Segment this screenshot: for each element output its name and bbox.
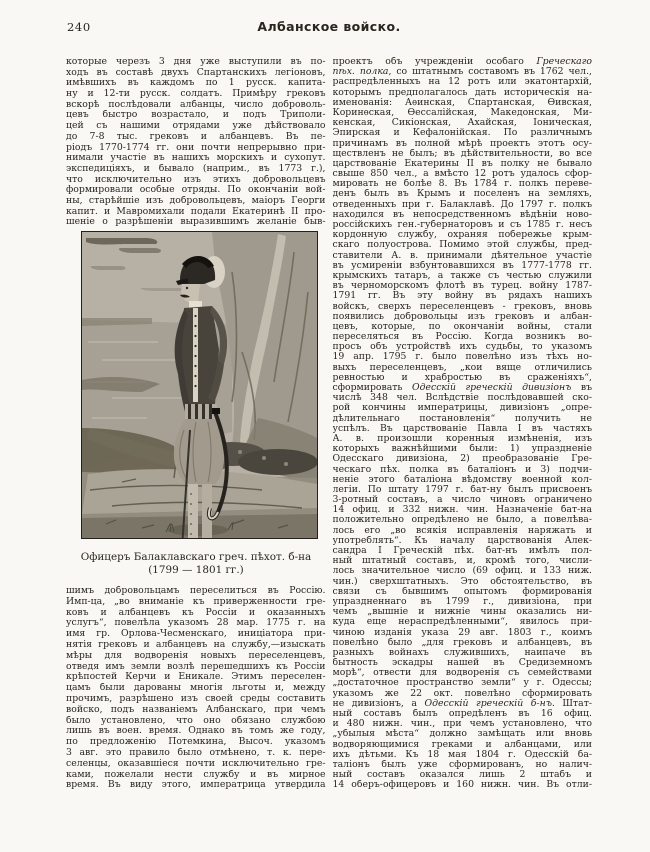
figure-caption-line1: Офицеръ Балаклавскаго греч. пѣхот. б-на [80, 551, 312, 563]
text-line: неніе этого баталіона вѣдомству военной кол- [332, 474, 592, 485]
text-line: переселяться въ Россію. Когда возникъ во- [332, 332, 592, 343]
text-column-right [333, 57, 593, 791]
text-line: цевъ быстро возрастало, и подъ Триполи- [66, 110, 326, 121]
text-line: ставители А. в. принимали дѣятельное участіе [332, 250, 592, 261]
text-line: отведя имъ земли возлѣ перешедшихъ къ Россіи [66, 661, 326, 672]
text-line: денъ былъ въ Крымъ и поселенъ на земляхъ, [332, 189, 592, 200]
text-line: упраздненнаго въ 1799 г., дивизіона, при [332, 596, 592, 607]
text-line: повелѣно было „для грековъ и албанцевъ, въ [332, 637, 592, 648]
text-line: морѣ“, отвести для водворенія съ семействами [332, 668, 592, 679]
text-line: услугъ“, повелѣла указомъ 28 мар. 1775 г. на [66, 618, 326, 629]
text-line: цей съ нашими отрядами уже дѣйствовало [66, 121, 326, 132]
text-line: лишь въ воен. время. Однако въ томъ же году, [66, 726, 326, 737]
text-line: 1791 гг. Въ эту войну въ рядахъ нашихъ [332, 291, 592, 302]
text-line: вскорѣ послѣдовали албанцы, число доброволь- [66, 99, 326, 110]
text-line: мировать не болѣе 8. Въ 1784 г. полкъ переве- [332, 179, 592, 190]
text-line: водворяющимися греками и албанцами, или [332, 739, 592, 750]
text-line: таліонъ былъ уже сформированъ, но налич- [332, 759, 592, 770]
figure [81, 231, 319, 576]
text-line: капит. и Мавромихали подали Екатеринѣ II про- [66, 206, 326, 217]
text-line: 19 апр. 1795 г. было повелѣно изъ тѣхъ но- [332, 352, 592, 363]
text-line: войско, подъ названіемъ Албанскаго, при чемъ [66, 704, 326, 715]
text-line: по предложенію Потемкина, Высоч. указомъ [66, 737, 326, 748]
text-line: разныхъ войнахъ служившихъ, наипаче въ [332, 647, 592, 658]
text-line: выхъ переселенцевъ, „кои вяще отличились [332, 362, 592, 373]
text-line: скаго полуострова. Помимо этой службы, пред- [332, 240, 592, 251]
text-line: въ усмиреніи взбунтовавшихся въ 1777-1778 гг. [332, 260, 592, 271]
text-line: имѣвшихъ въ каждомъ по 1 русск. капита- [66, 78, 326, 89]
text-line: именованія: Аѳинская, Спартанская, Ѳивская, [332, 97, 592, 108]
text-line: крымскихъ татаръ, а также съ честью служили [332, 270, 592, 281]
text-line: 3-ротный составъ, а число чиновъ ограничено [332, 495, 592, 506]
text-line: легіи. По штату 1797 г. бат-ну былъ присвоенъ [332, 484, 592, 495]
text-line: 14 офиц. и 332 нижн. чин. Назначеніе бат-на [332, 505, 592, 516]
text-line: чин.) сверхштатныхъ. Это обстоятельство, въ [332, 576, 592, 587]
text-line: ный составъ оказался лишь 2 штабъ и [332, 770, 592, 781]
text-line: кордонную службу, охраняя побережье крым- [332, 230, 592, 241]
text-line: царствованіе Екатерины II въ полку не бывало [332, 158, 592, 169]
text-line: имя гр. Орлова-Чесменскаго, иниціатора при- [66, 629, 326, 640]
text-line: которые черезъ 3 дня уже выступили въ по- [66, 57, 326, 67]
text-columns [66, 57, 592, 791]
text-line: ны, старѣйшіе изъ добровольцевъ, маіоръ Георги [66, 195, 326, 206]
text-line: мѣры для водворенія новыхъ переселенцевъ, [66, 650, 326, 661]
text-line: находился въ непосредственномъ вѣдѣніи ново- [332, 209, 592, 220]
breeches [174, 419, 225, 484]
text-line: ный составъ былъ опредѣленъ въ 16 офиц. [332, 709, 592, 719]
text-line: ществленъ не былъ; въ дѣйствительности, во все [332, 148, 592, 159]
text-line: ковъ и албанцевъ къ Россіи и оказанныхъ [66, 607, 326, 618]
text-line: шимъ добровольцамъ переселиться въ Россію. [66, 586, 326, 596]
text-line: шеніе о разрѣшеніи выразившимъ желаніе быв- [66, 217, 326, 228]
text-line: до 7-8 тыс. грековъ и албанцевъ. Въ пе- [66, 131, 326, 142]
text-column-left [66, 57, 326, 791]
text-line: нятія грековъ и албанцевъ на службу,—изыскать [66, 639, 326, 650]
text-line: отведенныхъ при г. Балаклавѣ. До 1797 г. полкъ [332, 199, 592, 210]
text-line: свыше 850 чел., а вмѣсто 12 ротъ удалось сфор- [332, 169, 592, 180]
text-line: дѣлительнаго постановленія“ получить не [332, 413, 592, 424]
text-line: просъ объ устройствѣ ихъ судьбы, то указомъ [332, 342, 592, 353]
page-title: Албанское войско. [257, 19, 401, 34]
text-line: чиною изданія указа 29 авг. 1803 г., коимъ [332, 627, 592, 638]
text-line: причинамъ въ полной мѣрѣ проектъ этотъ осу- [332, 138, 592, 149]
text-line: рой кончины императрицы, дивизіонъ „опре- [332, 403, 592, 414]
text-line: цамъ были дарованы многія льготы и, между [66, 683, 326, 694]
text-line: россійскихъ ген.-губернаторовъ и съ 1785 г. несъ [332, 220, 592, 230]
figure-caption-line2: (1799 — 1801 гг.) [148, 563, 244, 576]
text-line: положительно опредѣлено не было, а повелѣва- [332, 515, 592, 526]
text-line: было установлено, что оно обязано службою [66, 715, 326, 726]
text-line: крѣпостей Керчи и Еникале. Этимъ переселен- [66, 672, 326, 683]
text-line: связи съ бывшимъ опытомъ формированія [332, 586, 592, 597]
text-line: „достаточное пространство земли“ у г. Одессы; [332, 678, 592, 689]
text-line: селенцы, оказавшіеся почти исключительно гре- [66, 758, 326, 769]
text-line: сформировать Одесскій греческій дивизіонъ въ [332, 383, 592, 393]
text-line: что исключительно изъ этихъ добровольцевъ [66, 174, 326, 185]
text-line: ріодъ 1770-1774 гг. они почти непрерывно при- [66, 142, 326, 153]
text-line: проектъ объ учрежденіи особаго Греческаго [332, 57, 592, 67]
text-line: Эпирская и Кефалонійская. По различнымъ [332, 128, 592, 139]
text-line: пѣх. полка, со штатнымъ составомъ въ 1762 чел., [332, 67, 592, 78]
text-line: А. в. произошли коренныя измѣненія, изъ [332, 433, 592, 444]
text-line: бытность эскадры нашей въ Средиземномъ [332, 658, 592, 669]
text-line: и 480 нижн. чин., при чемъ установлено, что [332, 719, 592, 730]
text-line: ческаго пѣх. полка въ баталіонъ и 3) подчи- [332, 464, 592, 475]
text-line: куда еще нераспредѣленными“, явилось при- [332, 617, 592, 628]
text-line: цевъ, которые, по окончаніи войны, стали [332, 321, 592, 332]
text-line: время. Въ виду этого, императрица утвердила [66, 780, 326, 791]
text-line: употреблять“. Къ началу царствованія Алек- [332, 535, 592, 546]
text-line: кенская, Сикіонская, Ахайская, Іоническая, [332, 118, 592, 129]
text-line: 3 авг. это правило было отмѣнено, т. к. пере- [66, 747, 326, 758]
text-line: экспедиціяхъ, и бывало (наприм., въ 1773 г.), [66, 163, 326, 174]
text-line: которыхъ важнѣйшими были: 1) упраздненіе [332, 444, 592, 455]
text-line: чемъ „вышніе и нижніе чины оказались ни- [332, 607, 592, 618]
text-line: сандра I Греческій пѣх. бат-нъ имѣлъ пол- [332, 546, 592, 556]
text-line: Имп-ца, „во вниманіе къ приверженности гре- [66, 596, 326, 607]
text-line: указомъ же 22 окт. повелѣно сформировать [332, 688, 592, 699]
figure-caption [66, 551, 326, 576]
left-paragraph-top [66, 57, 326, 228]
text-line: числѣ 348 чел. Вслѣдствіе послѣдовавшей ско- [332, 393, 592, 404]
text-line: Одесскаго дивизіона, 2) преобразованіе Гре- [332, 454, 592, 465]
text-line: войскъ, сверхъ переселенцевъ - грековъ, вновь [332, 301, 592, 312]
text-line: ходъ въ составѣ двухъ Спартанскихъ легіоновъ, [66, 67, 326, 78]
text-line: успѣлъ. Въ царствованіе Павла I въ частяхъ [332, 423, 592, 434]
text-line: ками, пожелали нести службу и въ мирное [66, 769, 326, 780]
text-line: формировали особые отряды. По окончаніи вой- [66, 185, 326, 196]
text-line: ихъ дѣтьми. Къ 18 мая 1804 г. Одесскій ба- [332, 749, 592, 760]
officer-engraving-plate [81, 231, 318, 539]
text-line: которымъ предполагалось дать историческія на- [332, 87, 592, 98]
text-line: нимали участіе въ нашихъ морскихъ и сухопут. [66, 153, 326, 164]
text-line: ревностью и храбростью въ сраженіяхъ“, [332, 372, 592, 383]
text-line: распредѣленныхъ на 12 ротъ или экатонтархій, [332, 77, 592, 88]
text-line: „убылыя мѣста“ должно замѣщать или вновь [332, 729, 592, 740]
text-line: ну и 12-ти русск. солдатъ. Примѣру грековъ [66, 89, 326, 100]
text-line: не дивизіонъ, а Одесскій греческій б-нъ. Штат- [332, 698, 592, 709]
text-line: лось его „во всякія исправленія наряжать и [332, 525, 592, 536]
text-line: появились добровольцы изъ грековъ и албан- [332, 311, 592, 322]
text-line: Коринѳская, Ѳессалійская, Македонская, Ми- [332, 107, 592, 118]
text-line: въ черноморскомъ флотѣ въ турец. войну 1787- [332, 281, 592, 292]
page-number: 240 [67, 20, 91, 34]
text-line: ный штатный составъ, и, кромѣ того, числи- [332, 556, 592, 567]
text-line: прочимъ, разрѣшено изъ своей среды составить [66, 693, 326, 704]
text-line: 14 оберъ-офицеровъ и 160 нижн. чин. Въ отли- [332, 780, 592, 791]
text-line: лось значительное число (69 офиц. и 133 ниж. [332, 566, 592, 577]
left-paragraph-bottom [66, 586, 326, 791]
officer-illustration [82, 232, 317, 538]
